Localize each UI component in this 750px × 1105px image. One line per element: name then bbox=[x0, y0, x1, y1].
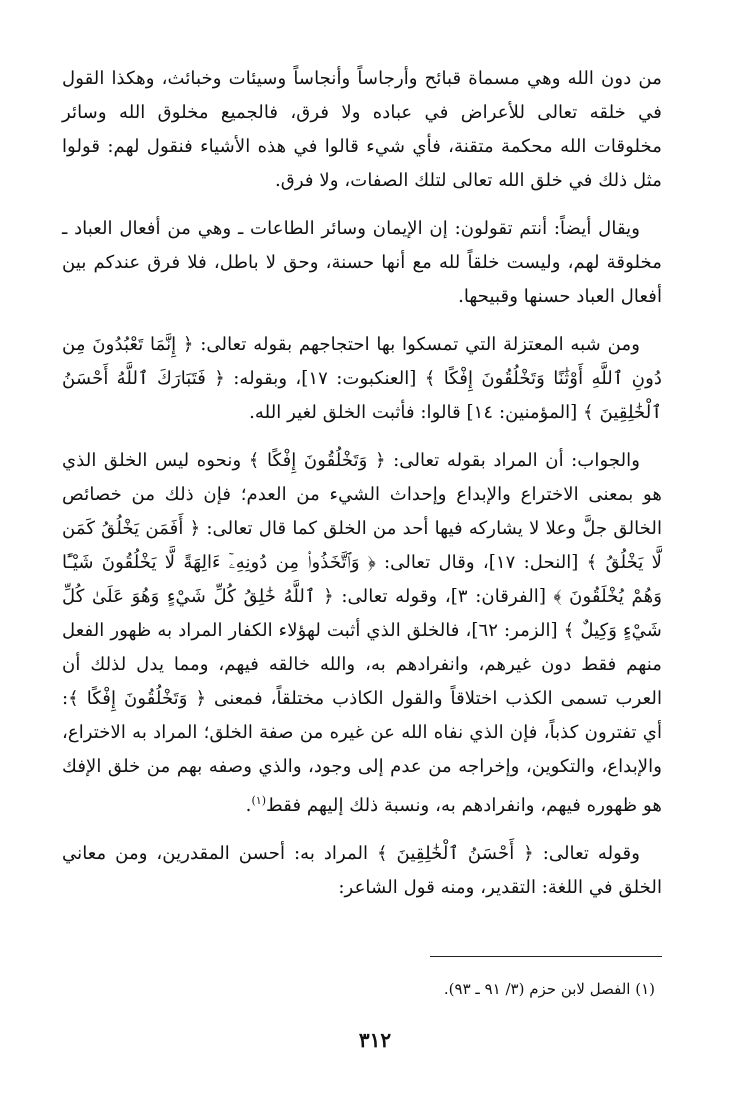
paragraph-4-text: والجواب: أن المراد بقوله تعالى: ﴿ وَتَخْلُقُونَ إِفْكًا ﴾ ونحوه ليس الخلق الذي هو بمعنى الاختراع والإبداع وإحداث الشيء من العدم؛ فإن ذلك من خصائص الخالق جلَّ وعلا لا يشاركه فيها أحد من الخلق كما قال تعالى: ﴿ أَفَمَن يَخْلُقُ كَمَن لَّا يَخْلُقُ ﴾ [النحل: ١٧]، وقال تعالى: ﴿ وَٱتَّخَذُوا۟ مِن دُونِهِۦٓ ءَالِهَةً لَّا يَخْلُقُونَ شَيْـًٔا وَهُمْ يُخْلَقُونَ ﴾ [الفرقان: ٣]، وقوله تعالى: ﴿ ٱللَّهُ خَٰلِقُ كُلِّ شَيْءٍ وَهُوَ عَلَىٰ كُلِّ شَيْءٍ وَكِيلٌ ﴾ [الزمر: ٦٢]، فالخلق الذي أثبت لهؤلاء الكفار المراد به ظهور الفعل منهم فقط دون غيرهم، وانفرادهم به، والله خالقه فيهم، ومما يدل لذلك أن العرب تسمى الكذب اختلاقاً والقول الكاذب مختلقاً، فمعنى ﴿ وَتَخْلُقُونَ إِفْكًا ﴾: أي تفترون كذباً، فإن الذي نفاه الله عن غيره من صفة الخلق؛ المراد به الاختراع، والإبداع، والتكوين، وإخراجه من عدم إلى وجود، والذي وصفه بهم من خلق الإفك هو ظهوره فيهم، وانفرادهم به، ونسبة ذلك إليهم فقط bbox=[62, 450, 662, 817]
paragraph-1: من دون الله وهي مسماة قبائح وأرجاساً وأنجاساً وسيئات وخبائث، وهكذا القول في خلقه تعالى للأعراض في عباده ولا فرق، فالجميع مخلوق الله وسائر مخلوقات الله محكمة متقنة، فأي شيء قالوا في هذه الأشياء فنقول لهم: قولوا مثل ذلك في خلق الله تعالى لتلك الصفات، ولا فرق. bbox=[62, 68, 662, 191]
paragraph-5: وقوله تعالى: ﴿ أَحْسَنُ ٱلْخَٰلِقِينَ ﴾ المراد به: أحسن المقدرين، ومن معاني الخلق في اللغة: التقدير، ومنه قول الشاعر: bbox=[62, 843, 662, 899]
footnote: (١) الفصل لابن حزم (٣/ ٩١ ـ ٩٣). bbox=[443, 980, 655, 998]
paragraph-2: ويقال أيضاً: أنتم تقولون: إن الإيمان وسائر الطاعات ـ وهي من أفعال العباد ـ مخلوقة لهم، وليست خلقاً لله مع أنها حسنة، وحق لا باطل، فلا فرق عندكم بين أفعال العباد حسنها وقبيحها. bbox=[62, 218, 662, 307]
footnote-reference[interactable]: (١) bbox=[251, 794, 266, 807]
paragraph-3: ومن شبه المعتزلة التي تمسكوا بها احتجاجهم بقوله تعالى: ﴿ إِنَّمَا تَعْبُدُونَ مِن دُونِ ٱللَّهِ أَوْثَٰنًا وَتَخْلُقُونَ إِفْكًا ﴾ [العنكبوت: ١٧]، وبقوله: ﴿ فَتَبَارَكَ ٱللَّهُ أَحْسَنُ ٱلْخَٰلِقِينَ ﴾ [المؤمنين: ١٤] قالوا: فأثبت الخلق لغير الله. bbox=[62, 334, 662, 423]
page-number: ٣١٢ bbox=[358, 1028, 392, 1052]
footnote-divider bbox=[430, 956, 662, 957]
paragraph-4: والجواب: أن المراد بقوله تعالى: ﴿ وَتَخْلُقُونَ إِفْكًا ﴾ ونحوه ليس الخلق الذي هو بمعنى الاختراع والإبداع وإحداث الشيء من العدم؛ فإن ذلك من خصائص الخالق جلَّ وعلا لا يشاركه فيها أحد من الخلق كما قال تعالى: ﴿ أَفَمَن يَخْلُقُ كَمَن لَّا يَخْلُقُ ﴾ [النحل: ١٧]، وقال تعالى: ﴿ وَٱتَّخَذُوا۟ مِن دُونِهِۦٓ ءَالِهَةً لَّا يَخْلُقُونَ شَيْـًٔا وَهُمْ يُخْلَقُونَ ﴾ [الفرقان: ٣]، وقوله تعالى: ﴿ ٱللَّهُ خَٰلِقُ كُلِّ شَيْءٍ وَهُوَ عَلَىٰ كُلِّ شَيْءٍ وَكِيلٌ ﴾ [الزمر: ٦٢]، فالخلق الذي أثبت لهؤلاء الكفار المراد به ظهور الفعل منهم فقط دون غيرهم، وانفرادهم به، والله خالقه فيهم، ومما يدل لذلك أن العرب تسمى الكذب اختلاقاً والقول الكاذب مختلقاً، فمعنى ﴿ وَتَخْلُقُونَ إِفْكًا ﴾: أي تفترون كذباً، فإن الذي نفاه الله عن غيره من صفة الخلق؛ المراد به الاختراع، والإبداع، والتكوين، وإخراجه من عدم إلى وجود، والذي وصفه بهم من خلق الإفك هو ظهوره فيهم، وانفرادهم به، ونسبة ذلك إليهم فقط$^{(١)}$. bbox=[62, 450, 662, 817]
